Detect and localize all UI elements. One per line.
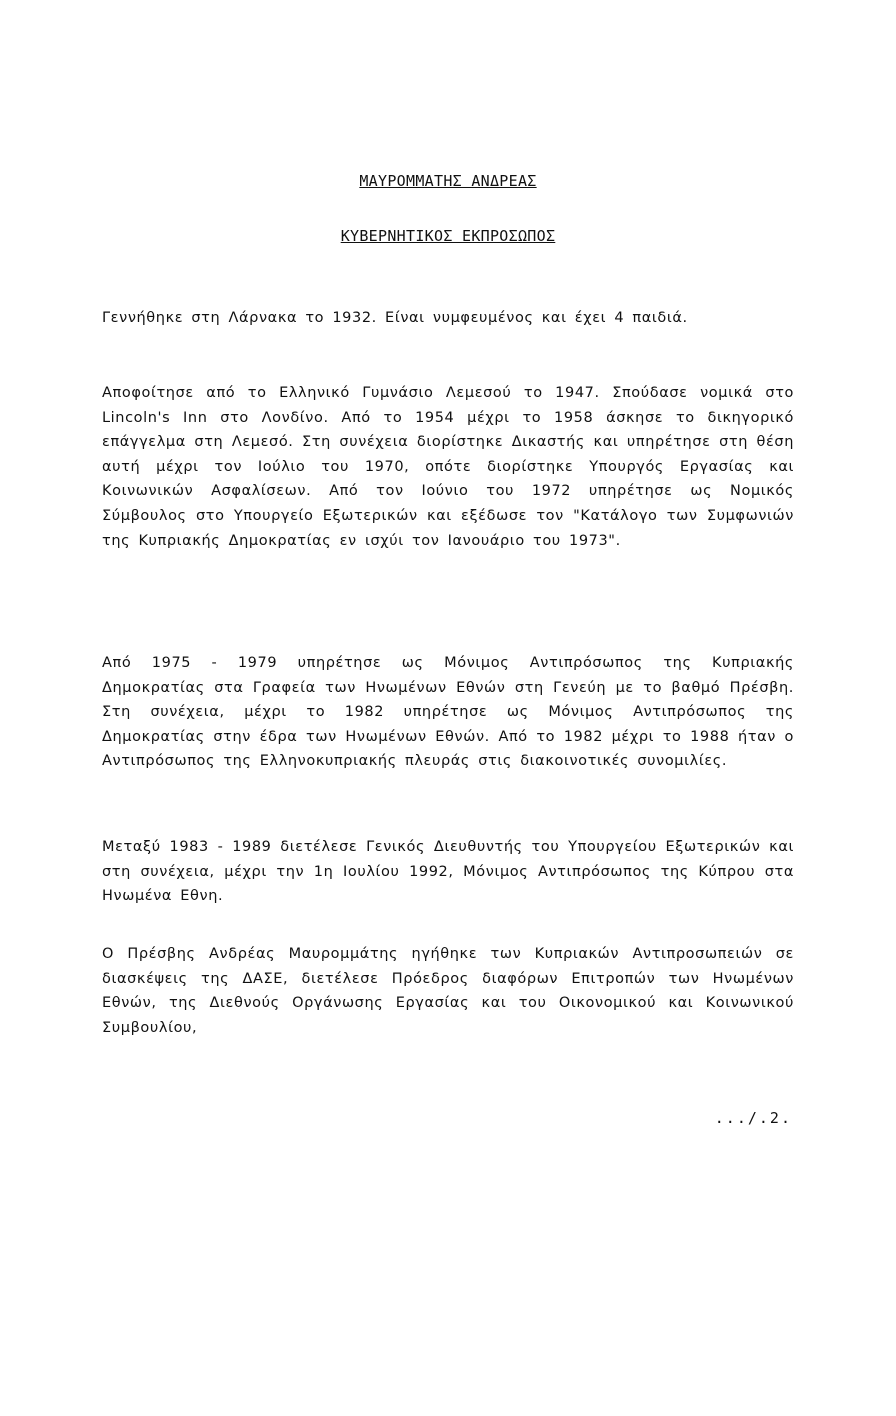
paragraph-director-general: Μεταξύ 1983 - 1989 διετέλεσε Γενικός Διευθυντής του Υπουργείου Εξωτερικών και στη συνέχεια, μέχρι την 1η Ιουλίου 1992, Μόνιμος Αντιπρόσωπος της Κύπρου στα Ηνωμένα Εθνη. <box>102 839 794 905</box>
paragraph-delegations: Ο Πρέσβης Ανδρέας Μαυρομμάτης ηγήθηκε των Κυπριακών Αντιπροσωπειών σε διασκέψεις της ΔΑΣΕ, διετέλεσε Πρόεδρος διαφόρων Επιτροπών των Ηνωμένων Εθνών, της Διεθνούς Οργάνωσης Εργασίας και του Οικονομικού και Κοινωνικού Συμβουλίου, <box>102 946 794 1036</box>
document-title: ΜΑΥΡΟΜΜΑΤΗΣ ΑΝΔΡΕΑΣ <box>359 172 537 190</box>
document-subtitle: ΚΥΒΕΡΝΗΤΙΚΟΣ ΕΚΠΡΟΣΩΠΟΣ <box>340 227 556 245</box>
paragraph-education-career: Αποφοίτησε από το Ελληνικό Γυμνάσιο Λεμεσού το 1947. Σπούδασε νομικά στο Lincoln's Inn στο Λονδίνο. Από το 1954 μέχρι το 1958 άσκησε το δικηγορικό επάγγελμα στη Λεμεσό. Στη συνέχεια διορίστηκε Δικαστής και υπηρέτησε στη θέση αυτή μέχρι τον Ιούλιο του 1970, οπότε διορίστηκε Υπουργός Εργασίας και Κοινωνικών Ασφαλίσεων. Από τον Ιούνιο του 1972 υπηρέτησε ως Νομικός Σύμβουλος στο Υπουργείο Εξωτερικών και εξέδωσε τον "Κατάλογο των Συμφωνιών της Κυπριακής Δημοκρατίας εν ισχύι τον Ιανουάριο του 1973". <box>102 385 794 549</box>
paragraph-birth: Γεννήθηκε στη Λάρνακα το 1932. Είναι νυμφευμένος και έχει 4 παιδιά. <box>102 310 688 326</box>
paragraph-un-representative: Από 1975 - 1979 υπηρέτησε ως Μόνιμος Αντιπρόσωπος της Κυπριακής Δημοκρατίας στα Γραφεία των Ηνωμένων Εθνών στη Γενεύη με το βαθμό Πρέσβη. Στη συνέχεια, μέχρι το 1982 υπηρέτησε ως Μόνιμος Αντιπρόσωπος της Δημοκρατίας στην έδρα των Ηνωμένων Εθνών. Από το 1982 μέχρι το 1988 ήταν ο Αντιπρόσωπος της Ελληνοκυπριακής πλευράς στις διακοινοτικές συνομιλίες. <box>102 655 794 770</box>
page-continuation-marker: .../.2. <box>714 1109 792 1127</box>
